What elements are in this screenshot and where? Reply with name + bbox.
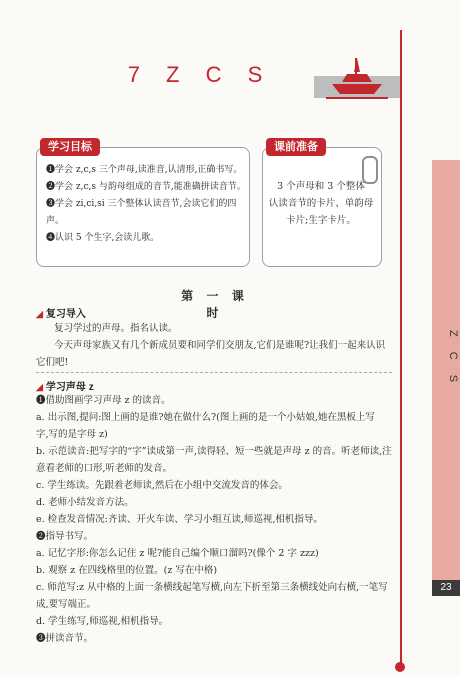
learn-line: ❸拼读音节。 — [36, 633, 94, 644]
section-title: 第 一 课 时 — [181, 289, 249, 320]
prep-label: 课前准备 — [266, 138, 326, 156]
learn-line: c. 学生练读。先跟着老师读,然后在小组中交流发音的体会。 — [36, 480, 288, 491]
goal-item: ❷学会 z,c,s 与韵母组成的音节,能准确拼读音节。 — [46, 182, 246, 192]
learn-line: a. 记忆字形:你怎么记住 z 呢?能自己编个顺口溜吗?(像个 2 字 zzz) — [36, 548, 319, 559]
learn-line: 成,要写端正。 — [36, 599, 97, 610]
learn-line: b. 示范读音:把写字的“字”读成第一声,读得轻、短一些就是声母 z 的音。听老师读,注 — [36, 446, 392, 457]
learn-line: ❶借助图画学习声母 z 的读音。 — [36, 395, 171, 406]
learn-line: a. 出示图,提问:图上画的是谁?她在做什么?(图上画的是一个小姑娘,她在黑板上写 — [36, 412, 375, 423]
learn-line: e. 检查发音情况:齐读、开火车读、学习小组互读,师巡视,相机指导。 — [36, 514, 323, 525]
goal-item: ❸学会 zi,ci,si 三个整体认读音节,会读它们的四声。 — [46, 199, 237, 226]
learn-line: 字,写的是字母 z) — [36, 429, 108, 440]
triangle-icon: ◢ — [36, 382, 43, 392]
goal-item: ❶学会 z,c,s 三个声母,读准音,认清形,正确书写。 — [46, 165, 243, 175]
review-heading: ◢ 复习导入 — [36, 309, 86, 320]
lesson-title: 7 Z C S — [127, 62, 273, 87]
learn-line: d. 学生练写,师巡视,相机指导。 — [36, 616, 169, 627]
side-tab-label: Z C S — [447, 330, 459, 389]
review-line: 复习学过的声母。指名认读。 — [54, 323, 178, 334]
learn-line: ❷指导书写。 — [36, 531, 94, 542]
goals-label: 学习目标 — [40, 138, 100, 156]
learn-line: d. 老师小结发音方法。 — [36, 497, 134, 508]
prep-line: 卡片;生字卡片。 — [286, 215, 356, 226]
prep-line: 认读音节的卡片、单韵母 — [268, 198, 374, 209]
prep-line: 3 个声母和 3 个整体 — [277, 181, 365, 192]
triangle-icon: ◢ — [36, 309, 43, 319]
review-line: 它们吧! — [36, 357, 69, 368]
learn-line: 意看老师的口形,听老师的发音。 — [36, 463, 173, 474]
goal-item: ❹认识 5 个生字,会读儿歌。 — [46, 233, 160, 243]
learn-line: b. 观察 z 在四线格里的位置。(z 写在中格) — [36, 565, 218, 576]
page-number: 23 — [432, 580, 460, 596]
learn-heading: ◢ 学习声母 z — [36, 382, 94, 393]
margin-dot — [395, 662, 405, 672]
learn-line: c. 师范写:z 从中格的上面一条横线起笔写横,向左下折至第三条横线处向右横,一笔写 — [36, 582, 388, 593]
margin-line — [400, 30, 402, 670]
review-line: 今天声母家族又有几个新成员要和同学们交朋友,它们是谁呢?让我们一起来认识 — [54, 340, 386, 351]
divider — [36, 372, 392, 373]
